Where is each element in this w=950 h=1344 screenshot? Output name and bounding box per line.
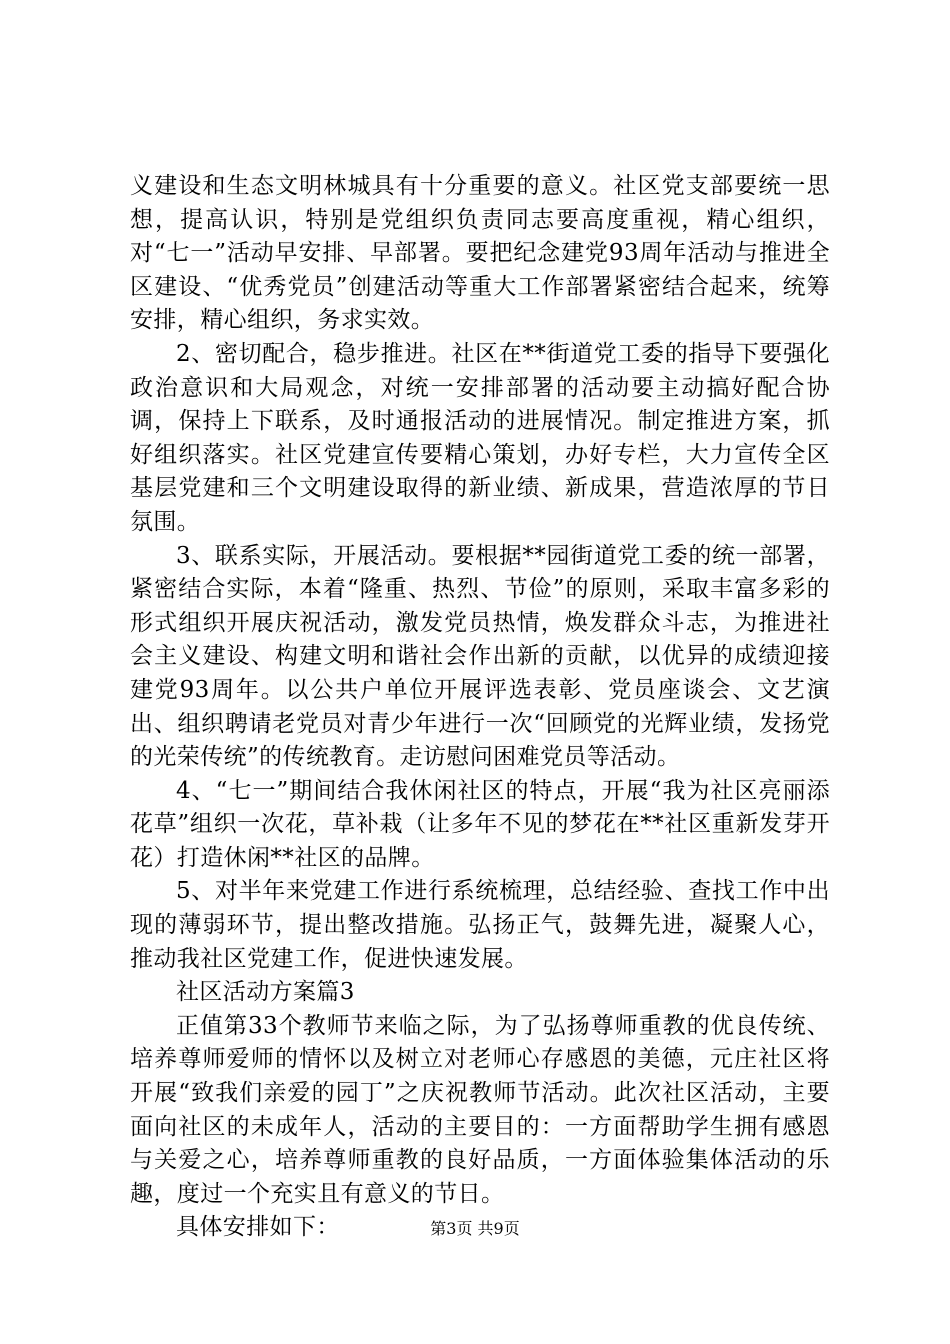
document-body: [130, 170, 830, 1245]
paragraph-item-4: 4、“七一”期间结合我休闲社区的特点，开展“我为社区亮丽添花草”组织一次花，草补栽（让多年不见的梦花在**社区重新发芽开花）打造休闲**社区的品牌。: [130, 777, 830, 871]
section-heading: 社区活动方案篇3: [176, 979, 355, 1006]
paragraph-item-5: 5、对半年来党建工作进行系统梳理，总结经验、查找工作中出现的薄弱环节，提出整改措施。弘扬正气，鼓舞先进，凝聚人心，推动我社区党建工作，促进快速发展。: [130, 878, 830, 972]
paragraph-item-2: 2、密切配合，稳步推进。社区在**街道党工委的指导下要强化政治意识和大局观念，对统一安排部署的活动要主动搞好配合协调，保持上下联系，及时通报活动的进展情况。制定推进方案，抓好组织落实。社区党建宣传要精心策划，办好专栏，大力宣传全区基层党建和三个文明建设取得的新业绩、新成果，营造浓厚的节日氛围。: [130, 340, 830, 535]
paragraph-item-3: 3、联系实际，开展活动。要根据**园街道党工委的统一部署，紧密结合实际，本着“隆重、热烈、节俭”的原则，采取丰富多彩的形式组织开展庆祝活动，激发党员热情，焕发群众斗志，为推进社会主义建设、构建文明和谐社会作出新的贡献，以优异的成绩迎接建党93周年。以公共户单位开展评选表彰、党员座谈会、文艺演出、组织聘请老党员对青少年进行一次“回顾党的光辉业绩，发扬党的光荣传统”的传统教育。走访慰问困难党员等活动。: [130, 542, 830, 771]
page-footer: 第3页 共9页: [430, 1219, 520, 1238]
paragraph-intro: 正值第33个教师节来临之际，为了弘扬尊师重教的优良传统、培养尊师爱师的情怀以及树立对老师心存感恩的美德，元庄社区将开展“致我们亲爱的园丁”之庆祝教师节活动。此次社区活动，主要面向社区的未成年人，活动的主要目的：一方面帮助学生拥有感恩与关爱之心，培养尊师重教的良好品质，一方面体验集体活动的乐趣，度过一个充实且有意义的节日。: [130, 1012, 830, 1207]
paragraph-continuation: 义建设和生态文明林城具有十分重要的意义。社区党支部要统一思想，提高认识，特别是党组织负责同志要高度重视，精心组织，对“七一”活动早安排、早部署。要把纪念建党93周年活动与推进全区建设、“优秀党员”创建活动等重大工作部署紧密结合起来，统筹安排，精心组织，务求实效。: [130, 173, 830, 334]
paragraph-arrangement: 具体安排如下：: [176, 1214, 340, 1241]
